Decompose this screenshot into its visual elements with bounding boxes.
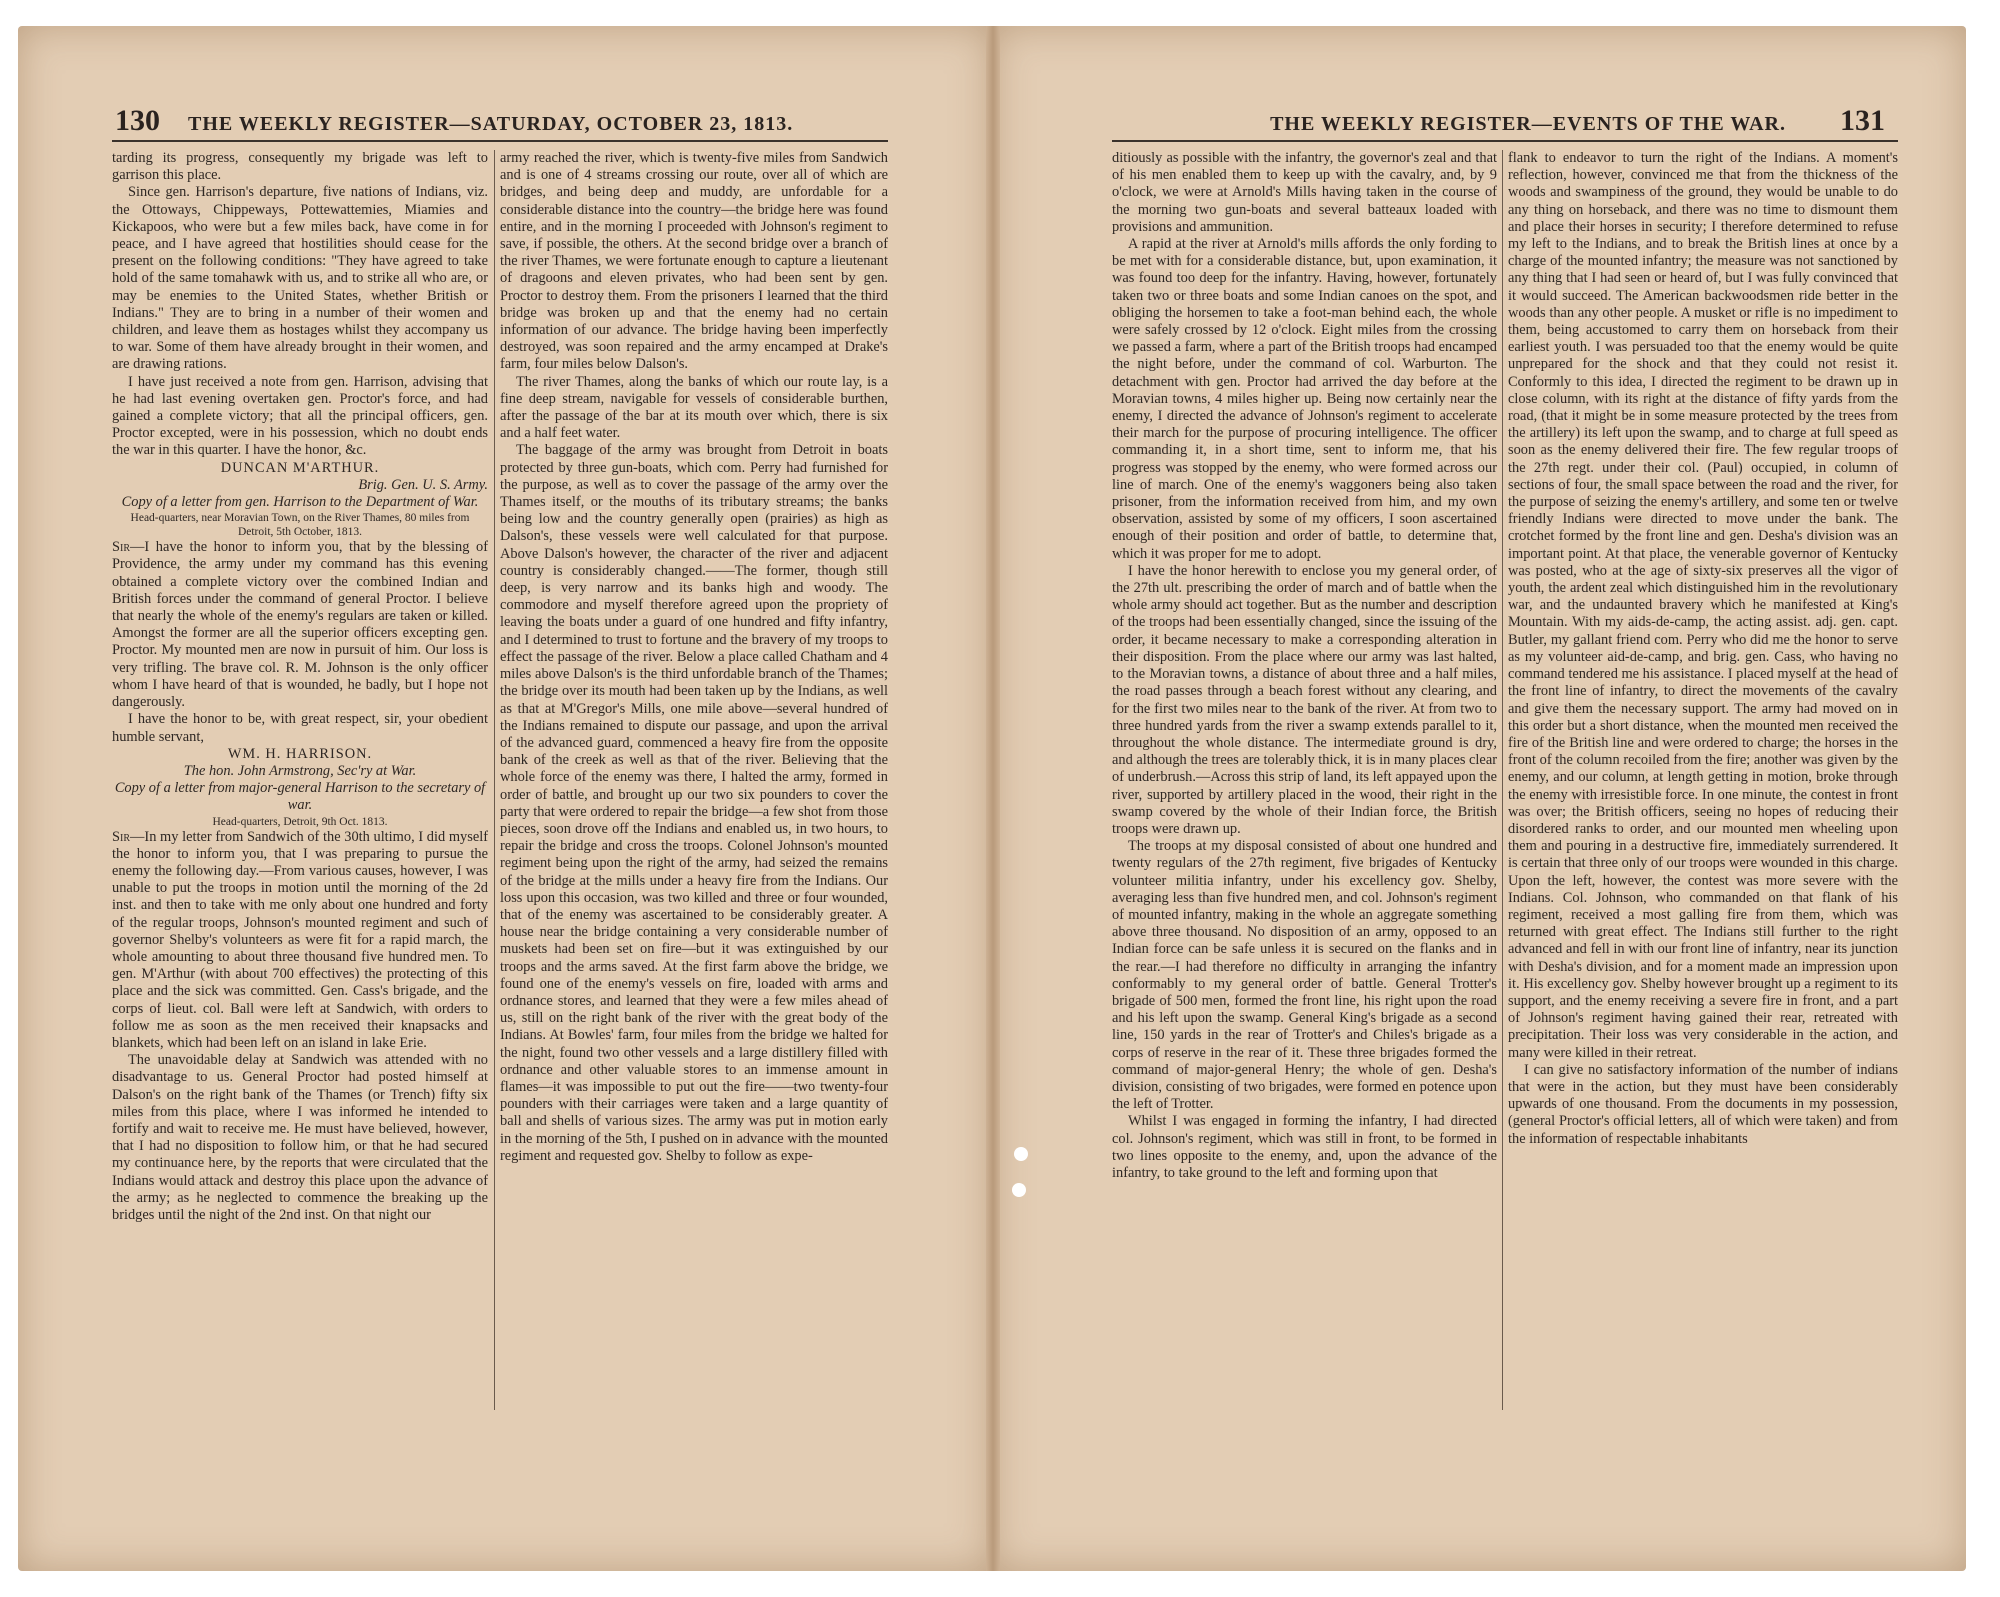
- paragraph: I have just received a note from gen. Harrison, advising that he had last evening overtaken gen. Proctor's force, and had gained a complete victory; that all the principal officers, gen. Proctor excepted, were in his possession, which no doubt ends the war in this quarter. I have the honor, &c.: [112, 373, 488, 459]
- paragraph-text: —I have the honor to inform you, that by the blessing of Providence, the army under my command has this evening obtained a complete victory over the combined Indian and British forces under the command of general Proctor. I believe that nearly the whole of the enemy's regulars are taken or killed. Amongst the former are all the superior officers excepting gen. Proctor. My mounted men are now in pursuit of him. Our loss is very trifling. The brave col. R. M. Johnson is the only officer whom I have heard of that is wounded, he badly, but I hope not dangerously.: [112, 539, 488, 711]
- paragraph: army reached the river, which is twenty-five miles from Sandwich and is one of 4 streams crossing our route, over all of which are bridges, and being deep and muddy, are unfordable for a considerable distance into the country—the bridge here was found entire, and in the morning I proceeded with Johnson's regiment to save, if possible, the others. At the second bridge over a branch of the river Thames, we were fortunate enough to capture a lieutenant of dragoons and eleven privates, who had been sent by gen. Proctor to destroy them. From the prisoners I learned that the third bridge was broken up and that the enemy had no certain information of our advance. The bridge having been imperfectly destroyed, was soon repaired and the army encamped at Drake's farm, four miles below Dalson's.: [500, 150, 888, 373]
- book-gutter: [986, 26, 1000, 1571]
- signature-mcarthur: DUNCAN M'ARTHUR.: [220, 459, 380, 476]
- left-column-divider: [494, 150, 495, 1410]
- paragraph: Whilst I was engaged in forming the infantry, I had directed col. Johnson's regiment, which was still in front, to be formed in two lines opposite to the enemy, and, upon the advance of the infantry, to take ground to the left and forming upon that: [1112, 1113, 1497, 1181]
- left-page-header: [115, 104, 835, 136]
- signature-harrison: WM. H. HARRISON.: [227, 745, 373, 762]
- salutation: Sir: [112, 539, 131, 556]
- paragraph: A rapid at the river at Arnold's mills affords the only fording to be met with for a considerable distance, but, upon examination, it was found too deep for the infantry. Having, however, fortunately taken two or three boats and some Indian canoes on the spot, and obliging the horsemen to take a foot-man behind each, the whole were safely crossed by 12 o'clock. Eight miles from the crossing we passed a farm, where a part of the British troops had encamped the night before, under the command of col. Warburton. The detachment with gen. Proctor had arrived the day before at the Moravian towns, 4 miles higher up. Being now certainly near the enemy, I directed the advance of Johnson's regiment to accelerate their march for the purpose of procuring intelligence. The officer commanding it, in a short time, sent to inform me, that his progress was stopped by the enemy, who were formed across our line of march. One of the enemy's waggoners being also taken prisoner, from the information received from him, and my own observation, assisted by some of my officers, I soon ascertained enough of their position and order of battle, to determine that, which it was proper for me to adopt.: [1112, 236, 1497, 562]
- left-running-head: THE WEEKLY REGISTER—SATURDAY, OCTOBER 23, 1813.: [188, 113, 794, 135]
- right-page-number: 131: [1840, 104, 1885, 137]
- paragraph: I have the honor to be, with great respect, sir, your obedient humble servant,: [112, 711, 488, 745]
- paragraph: [112, 829, 488, 1053]
- signature-address: The hon. John Armstrong, Sec'ry at War.: [183, 762, 417, 779]
- right-header-rule: [1112, 140, 1898, 142]
- left-header-rule: [112, 140, 888, 142]
- paragraph-text: —In my letter from Sandwich of the 30th ultimo, I did myself the honor to inform you, that I was preparing to pursue the enemy the following day.—From various causes, however, I was unable to put the troops in motion until the morning of the 2d inst. and then to take with me only about one hundred and forty of the regular troops, Johnson's mounted regiment and such of governor Shelby's volunteers as were fit for a rapid march, the whole amounting to about three thousand five hundred men. To gen. M'Arthur (with about 700 effectives) the protecting of this place and the sick was committed. Gen. Cass's brigade, and the corps of lieut. col. Ball were left at Sandwich, with orders to follow me as soon as the men received their knapsacks and blankets, which had been left on an island in lake Erie.: [112, 828, 488, 1051]
- letter-caption: Copy of a letter from major-general Harrison to the secretary of war.: [114, 780, 486, 814]
- column-3: [1112, 150, 1497, 1415]
- paragraph: Since gen. Harrison's departure, five nations of Indians, viz. the Ottoways, Chippeways, Pottewattemies, Miamies and Kickapoos, who were but a few miles back, have come in for peace, and I have agreed that hostilities should cease for the present on the following conditions: "They have agreed to take hold of the same tomahawk with us, and to strike all who are, or may be enemies to the United States, whether British or Indians." They are to bring in a number of their women and children, and leave them as hostages whilst they accompany us to war. Some of them have already brought in their women, and are drawing rations.: [112, 184, 488, 373]
- letter-dateline: Head-quarters, near Moravian Town, on the River Thames, 80 miles from Detroit, 5th October, 1813.: [130, 512, 470, 539]
- paragraph: I can give no satisfactory information of the number of indians that were in the action, but they must have been considerably upwards of one thousand. From the documents in my possession, (general Proctor's official letters, all of which were taken) and from the information of respectable inhabitants: [1508, 1061, 1898, 1147]
- salutation: Sir: [112, 828, 131, 845]
- signature-rank: Brig. Gen. U. S. Army.: [358, 476, 488, 493]
- binding-hole: [1014, 1147, 1028, 1161]
- paragraph: The troops at my disposal consisted of about one hundred and twenty regulars of the 27th regiment, five brigades of Kentucky volunteer militia infantry, under his excellency gov. Shelby, averaging less than five hundred men, and col. Johnson's regiment of mounted infantry, making in the whole an aggregate something above three thousand. No disposition of an army, opposed to an Indian force can be safe unless it is secured on the flanks and in the rear.—I had therefore no difficulty in arranging the infantry conformably to my general order of battle. General Trotter's brigade of 500 men, formed the front line, his right upon the road and his left upon the swamp. General King's brigade as a second line, 150 yards in the rear of Trotter's and Chiles's brigade as a corps of reserve in the rear of it. These three brigades formed the command of major-general Henry; the whole of gen. Desha's division, consisting of two brigades, were formed en potence upon the left of Trotter.: [1112, 838, 1497, 1113]
- right-running-head: THE WEEKLY REGISTER—EVENTS OF THE WAR.: [1270, 113, 1786, 135]
- paragraph: tarding its progress, consequently my brigade was left to garrison this place.: [112, 150, 488, 184]
- binding-hole: [1012, 1183, 1026, 1197]
- left-page-number: 130: [115, 104, 160, 137]
- paragraph: The river Thames, along the banks of which our route lay, is a fine deep stream, navigable for vessels of considerable burthen, after the passage of the bar at its mouth over which, there is six and a half feet water.: [500, 373, 888, 442]
- paragraph: [112, 539, 488, 711]
- right-column-divider: [1502, 150, 1503, 1410]
- paragraph: The baggage of the army was brought from Detroit in boats protected by three gun-boats, which com. Perry had furnished for the purpose, as well as to cover the passage of the army over the Thames itself, or the mouths of its tributary streams; the banks being low and the country generally open (prairies) as high as Dalson's, these vessels were well calculated for that purpose. Above Dalson's however, the character of the river and adjacent country is considerably changed.——The former, though still deep, is very narrow and its banks high and woody. The commodore and myself therefore agreed upon the propriety of leaving the boats under a guard of one hundred and fifty infantry, and I determined to trust to fortune and the bravery of my troops to effect the passage of the river. Below a place called Chatham and 4 miles above Dalson's is the third unfordable branch of the Thames; the bridge over its mouth had been taken up by the Indians, as well as that at M'Gregor's Mills, one mile above—several hundred of the Indians remained to dispute our passage, and upon the arrival of the advanced guard, commenced a heavy fire from the opposite bank of the creek as well as that of the river. Believing that the whole force of the enemy was there, I halted the army, formed in order of battle, and brought up our two six pounders to cover the party that were ordered to repair the bridge—a few shot from those pieces, soon drove off the Indians and enabled us, in two hours, to repair the bridge and cross the troops. Colonel Johnson's mounted regiment being upon the right of the army, had seized the remains of the bridge at the mills under a heavy fire from the Indians. Our loss upon this occasion, was two killed and three or four wounded, that of the enemy was ascertained to be considerably greater. A house near the bridge containing a very considerable number of muskets had been set on fire—but it was extinguished by our troops and the arms saved. At the first farm above the bridge, we found one of the enemy's vessels on fire, loaded with arms and ordnance stores, and learned that they were a few miles ahead of us, still on the right bank of the river with the great body of the Indians. At Bowles' farm, four miles from the bridge we halted for the night, found two other vessels and a large distillery filled with ordnance and other valuable stores to an immense amount in flames—it was impossible to put out the fire——two twenty-four pounders with their carriages were taken and a large quantity of ball and shells of various sizes. The army was put in motion early in the morning of the 5th, I pushed on in advance with the mounted regiment and requested gov. Shelby to follow as expe-: [500, 442, 888, 1164]
- column-1: [112, 150, 488, 1415]
- paragraph: flank to endeavor to turn the right of the Indians. A moment's reflection, however, convinced me that from the thickness of the woods and swampiness of the ground, they would be unable to do any thing on horseback, and there was no time to dismount them and place their horses in security; I therefore determined to refuse my left to the Indians, and to break the British lines at once by a charge of the mounted infantry; the measure was not sanctioned by any thing that I had seen or heard of, but I was fully convinced that it would succeed. The American backwoodsmen ride better in the woods than any other people. A musket or rifle is no impediment to them, being accustomed to carry them on horseback from their earliest youth. I was persuaded too that the enemy would be quite unprepared for the shock and that they could not resist it. Conformly to this idea, I directed the regiment to be drawn up in close column, with its right at the distance of fifty yards from the road, (that it might be in some measure protected by the trees from the artillery) its left upon the swamp, and to charge at full speed as soon as the enemy delivered their fire. The few regular troops of the 27th regt. under their col. (Paul) occupied, in column of sections of four, the small space between the road and the river, for the purpose of seizing the enemy's artillery, and some ten or twelve friendly Indians were directed to move under the bank. The crotchet formed by the front line and gen. Desha's division was an important point. At that place, the venerable governor of Kentucky was posted, who at the age of sixty-six preserves all the vigor of youth, the ardent zeal which distinguished him in the revolutionary war, and the undaunted bravery which he manifested at King's Mountain. With my aids-de-camp, the acting assist. adj. gen. capt. Butler, my gallant friend com. Perry who did me the honor to serve as my volunteer aid-de-camp, and brig. gen. Cass, who having no command tendered me his assistance. I placed myself at the head of the front line of infantry, to direct the movements of the cavalry and give them the necessary support. The army had moved on in this order but a short distance, when the mounted men received the fire of the British line and were ordered to charge; the horses in the front of the column recoiled from the fire; another was given by the enemy, and our column, at length getting in motion, broke through the enemy with irresistible force. In one minute, the contest in front was over; the British officers, seeing no hopes of reducing their disordered ranks to order, and our mounted men wheeling upon them and pouring in a destructive fire, immediately surrendered. It is certain that three only of our troops were wounded in this charge. Upon the left, however, the contest was more severe with the Indians. Col. Johnson, who commanded on that flank of his regiment, received a most galling fire from them, which was returned with great effect. The Indians still further to the right advanced and fell in with our front line of infantry, near its junction with Desha's division, and for a moment made an impression upon it. His excellency gov. Shelby however brought up a regiment to its support, and the enemy receiving a severe fire in front, and a part of Johnson's regiment having gained their rear, retreated with precipitation. Their loss was very considerable in the action, and many were killed in their retreat.: [1508, 150, 1898, 1061]
- letter-caption: Copy of a letter from gen. Harrison to the Department of War.: [121, 494, 479, 511]
- paragraph: The unavoidable delay at Sandwich was attended with no disadvantage to us. General Proctor had posted himself at Dalson's on the right bank of the Thames (or Trench) fifty six miles from this place, where I was informed he intended to fortify and wait to receive me. He must have believed, however, that I had no disposition to follow him, or that he had secured my continuance here, by the reports that were circulated that the Indians would attack and destroy this place upon the advance of the army; as he neglected to commence the breaking up the bridges until the night of the 2nd inst. On that night our: [112, 1052, 488, 1223]
- column-2: [500, 150, 888, 1415]
- paragraph: ditiously as possible with the infantry, the governor's zeal and that of his men enabled them to keep up with the cavalry, and, by 9 o'clock, we were at Arnold's Mills having taken in the course of the morning two gun-boats and several batteaux loaded with provisions and ammunition.: [1112, 150, 1497, 235]
- letter-dateline: Head-quarters, Detroit, 9th Oct. 1813.: [212, 815, 388, 828]
- paragraph: I have the honor herewith to enclose you my general order, of the 27th ult. prescribing the order of march and of battle when the whole army should act together. But as the number and description of the troops had been essentially changed, since the issuing of the order, it became necessary to make a corresponding alteration in their disposition. From the place where our army was last halted, to the Moravian towns, a distance of about three and a half miles, the road passes through a beach forest without any clearing, and for the first two miles near to the bank of the river. At from two to three hundred yards from the river a swamp extends parallel to it, throughout the whole distance. The intermediate ground is dry, and although the trees are tolerably thick, it is in many places clear of underbrush.—Across this strip of land, its left appayed upon the river, supported by artillery placed in the wood, their right in the swamp covered by the whole of their Indian force, the British troops were drawn up.: [1112, 562, 1497, 837]
- right-page-header: [1225, 104, 1885, 136]
- column-4: [1508, 150, 1898, 1415]
